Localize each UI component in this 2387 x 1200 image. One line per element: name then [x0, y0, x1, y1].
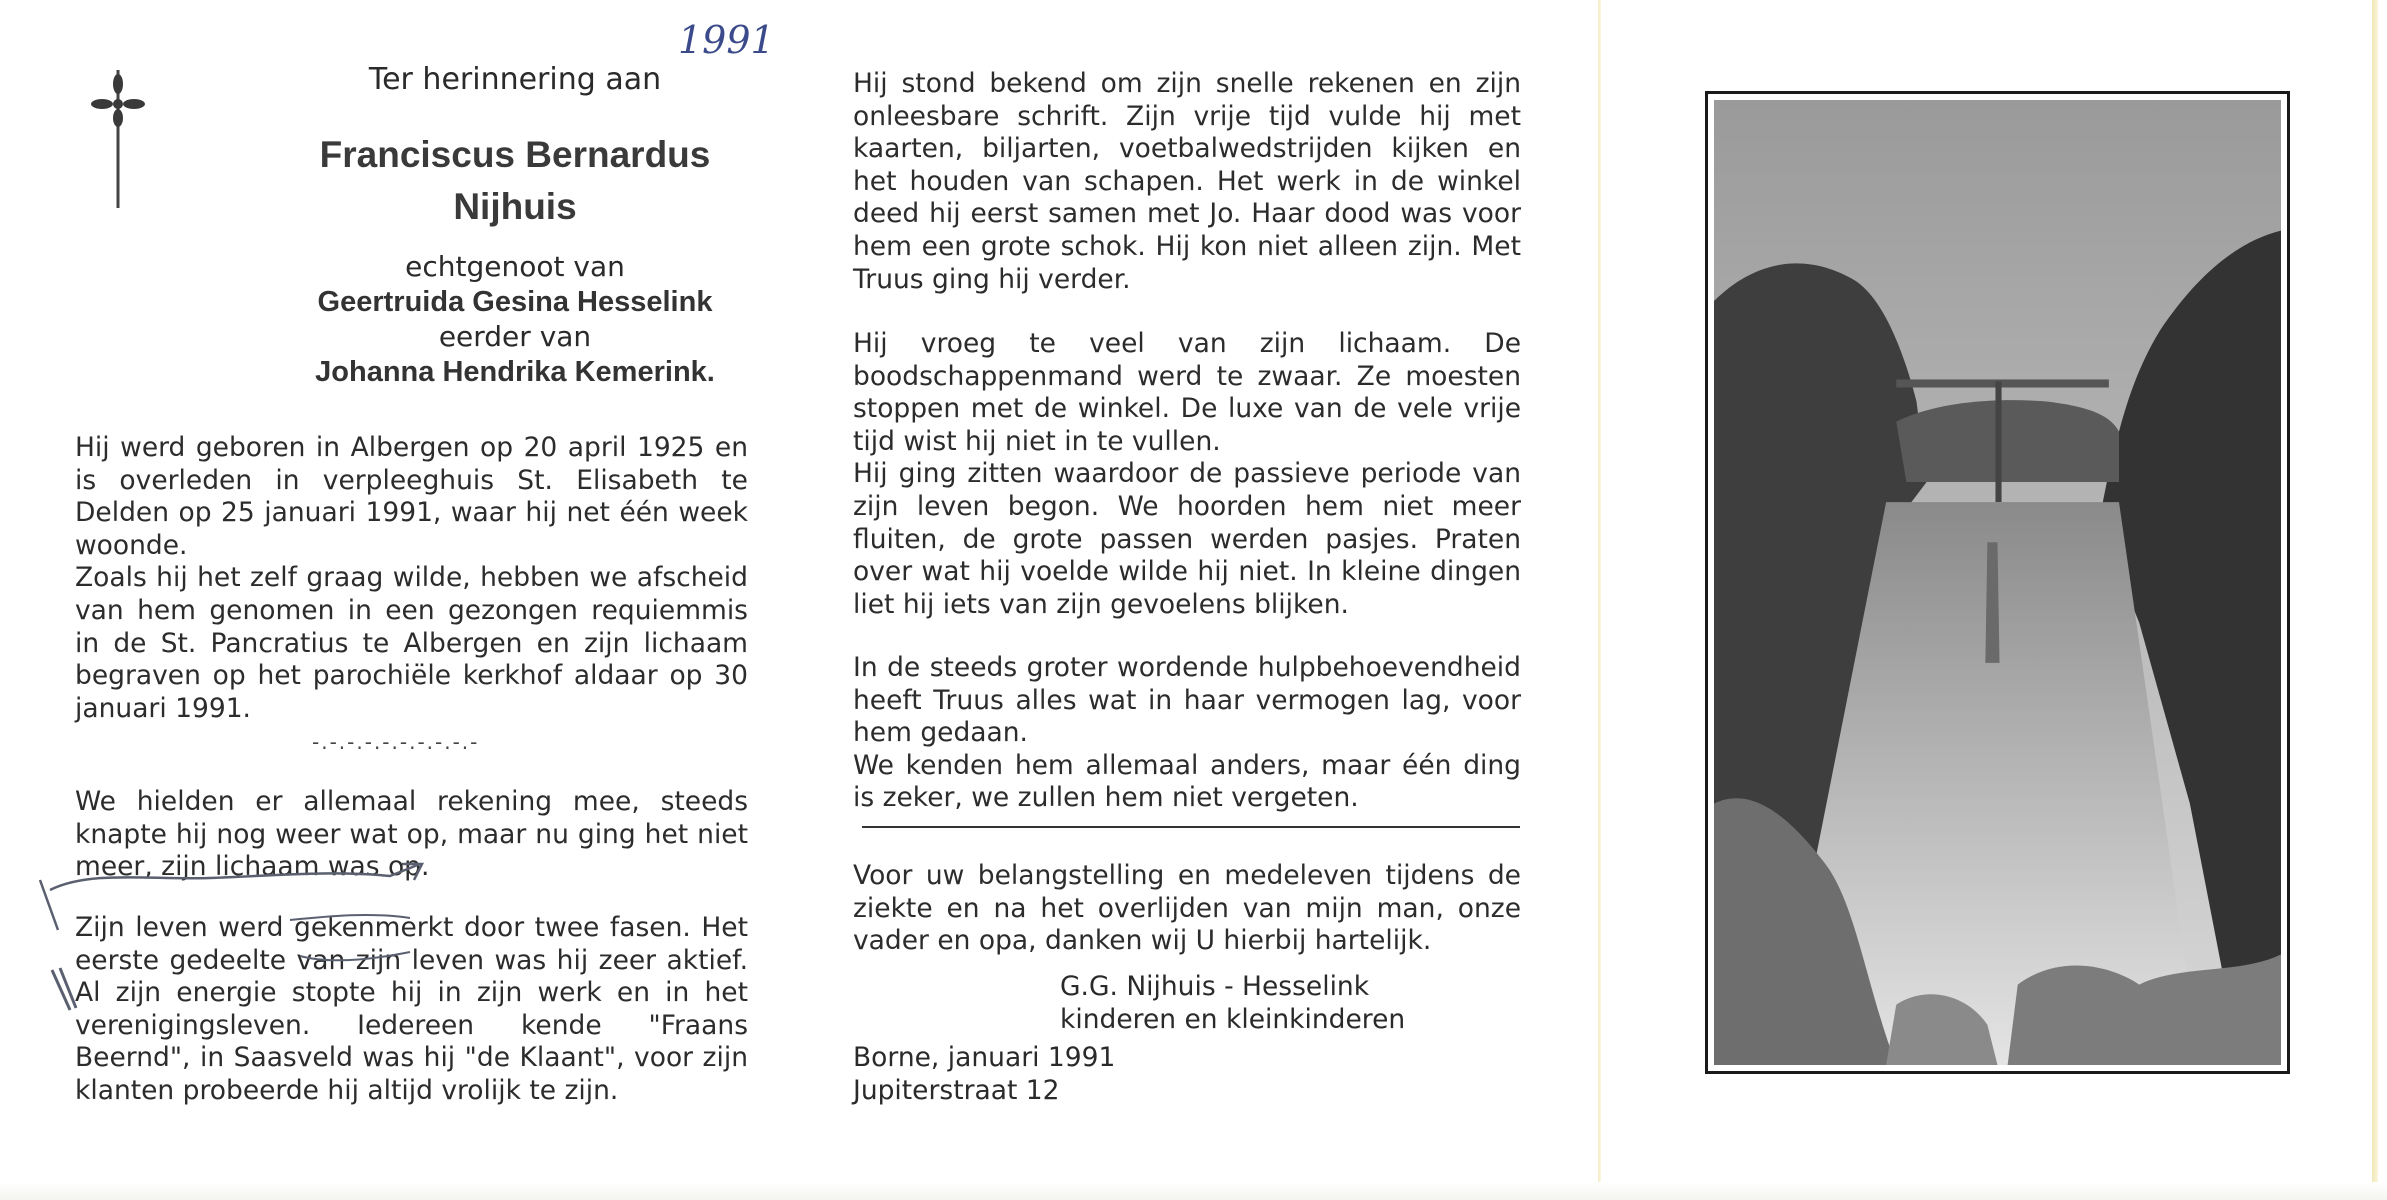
- handwritten-year: 1991: [678, 18, 775, 62]
- intro-text: Ter herinnering aan: [368, 62, 662, 97]
- page-fold-left: [1598, 0, 1601, 1200]
- spouse1-name: Geertruida Gesina Hesselink: [317, 286, 713, 318]
- place-and-address: Borne, januari 1991 Jupiterstraat 12: [853, 1042, 1116, 1106]
- divider-rule: [862, 826, 1520, 828]
- spouse2-name: Johanna Hendrika Kemerink.: [315, 356, 715, 388]
- separator-dashes: -.-.-.-.-.-.-.-.-.-: [312, 730, 480, 754]
- relation-spouse1: echtgenoot van: [405, 250, 625, 283]
- relation-spouse2: eerder van: [438, 320, 592, 353]
- biography-paragraph-3: Zijn leven werd gekenmerkt door twee fasen. Het eerste gedeelte van zijn leven was hij zeer aktief. Al zijn energie stopte hij in zijn werk en in het verenigingsleven. Iedereen kende "Fraans Beernd", in Saasveld was hij "de Klaant", voor zijn klanten probeerde hij altijd vrolijk te zijn.: [75, 912, 748, 1106]
- biography-paragraph-6: In de steeds groter wordende hulpbehoevendheid heeft Truus alles wat in haar vermogen lag, voor hem gedaan. We kenden hem allemaal anders, maar één ding is zeker, we zullen hem niet vergeten.: [853, 652, 1521, 814]
- landscape-photo: [1705, 91, 2290, 1074]
- biography-paragraph-1: Hij werd geboren in Albergen op 20 april 1925 en is overleden in verpleeghuis St. Elisabeth te Delden op 25 januari 1991, waar hij net één week woonde. Zoals hij het zelf graag wilde, hebben we afscheid van hem genomen in een gezongen requiemmis in de St. Pancratius te Albergen en zijn lichaam begraven op het parochiële kerkhof aldaar op 30 januari 1991.: [75, 432, 748, 724]
- page-fold-right: [2372, 0, 2378, 1200]
- deceased-name-line1: Franciscus Bernardus: [319, 134, 711, 175]
- biography-paragraph-4: Hij stond bekend om zijn snelle rekenen en zijn onleesbare schrift. Zijn vrije tijd vulde hij met kaarten, biljarten, voetbalwedstrijden kijken en het houden van schapen. Het werk in de winkel deed hij eerst samen met Jo. Haar dood was voor hem een grote schok. Hij kon niet alleen zijn. Met Truus ging hij verder.: [853, 68, 1521, 295]
- deceased-name-line2: Nijhuis: [453, 186, 577, 227]
- card-bottom-edge: [0, 1182, 2387, 1200]
- biography-paragraph-5: Hij vroeg te veel van zijn lichaam. De boodschappenmand werd te zwaar. Ze moesten stoppen met de winkel. De luxe van de vele vrije tijd wist hij niet in te vullen. Hij ging zitten waardoor de passieve periode van zijn leven begon. We hoorden hem niet meer fluiten, de grote passen werden pasjes. Praten over wat hij voelde wilde hij niet. In kleine dingen liet hij iets van zijn gevoelens blijken.: [853, 328, 1521, 620]
- cross-icon: [88, 70, 148, 210]
- thanks-paragraph: Voor uw belangstelling en medeleven tijdens de ziekte en na het overlijden van mijn man, onze vader en opa, danken wij U hierbij hartelijk.: [853, 860, 1521, 957]
- biography-paragraph-2: We hielden er allemaal rekening mee, steeds knapte hij nog weer wat op, maar nu ging het niet meer, zijn lichaam was op.: [75, 786, 748, 883]
- family-signature: G.G. Nijhuis - Hesselink kinderen en kleinkinderen: [1060, 971, 1406, 1035]
- memorial-header: [250, 62, 780, 389]
